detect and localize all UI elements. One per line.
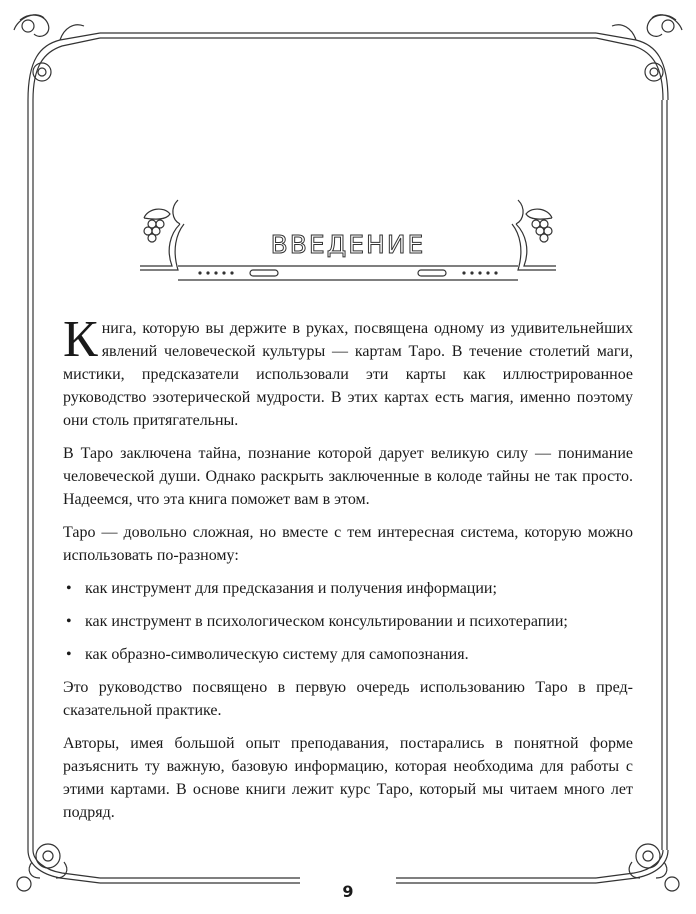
- corner-ornament-top-right: [596, 15, 682, 100]
- corner-ornament-top-left: [14, 15, 100, 100]
- chapter-heading: [130, 190, 566, 290]
- bullet-icon: •: [66, 646, 72, 663]
- list-item: [66, 643, 633, 666]
- chapter-title: ВВЕДЕНИЕ: [270, 230, 426, 259]
- intro-paragraph: [63, 311, 633, 432]
- paragraph: Таро — довольно сложная, но вместе с тем интересная система, которую можно использовать по-разному:: [63, 524, 633, 564]
- list-item-text: как инструмент для предсказания и получения информации;: [85, 580, 497, 597]
- page-number: 9: [342, 882, 354, 901]
- bullet-icon: •: [66, 613, 72, 630]
- list-item-text: как образно-символическую систему для самопознания.: [85, 646, 469, 663]
- paragraph: Это руководство посвящено в первую очередь использованию Таро в предсказательной практике.: [63, 679, 633, 719]
- list-item: [66, 610, 633, 633]
- bullet-icon: •: [66, 580, 72, 597]
- body-text: [63, 311, 633, 834]
- list-item-text: как инструмент в психологическом консультировании и психотерапии;: [85, 613, 568, 630]
- drop-cap: К: [63, 311, 98, 368]
- paragraph-text: нига, которую вы держите в руках, посвящена одному из удивительнейших явлений человеческой культуры — картам Таро. В течение столетий маги, мистики, предсказатели использовали эти карты как иллюстрированное руководство эзотерической мудрости. В этих картах есть магия, именно поэтому они столь притягательны.: [63, 320, 633, 429]
- paragraph: В Таро заключена тайна, познание которой дарует великую силу — понимание человеческой души. Однако раскрыть заключенные в колоде тайны не так просто. Надеемся, что эта книга поможет вам в этом.: [63, 445, 633, 508]
- bullet-list: [63, 577, 633, 666]
- paragraph: Авторы, имея большой опыт преподавания, постарались в понятной форме разъяснить ту важную, базовую информацию, которая необходима для работы с этими картами. В основе книги лежит курс Таро, который мы читаем много лет подряд.: [63, 735, 633, 821]
- list-item: [66, 577, 633, 600]
